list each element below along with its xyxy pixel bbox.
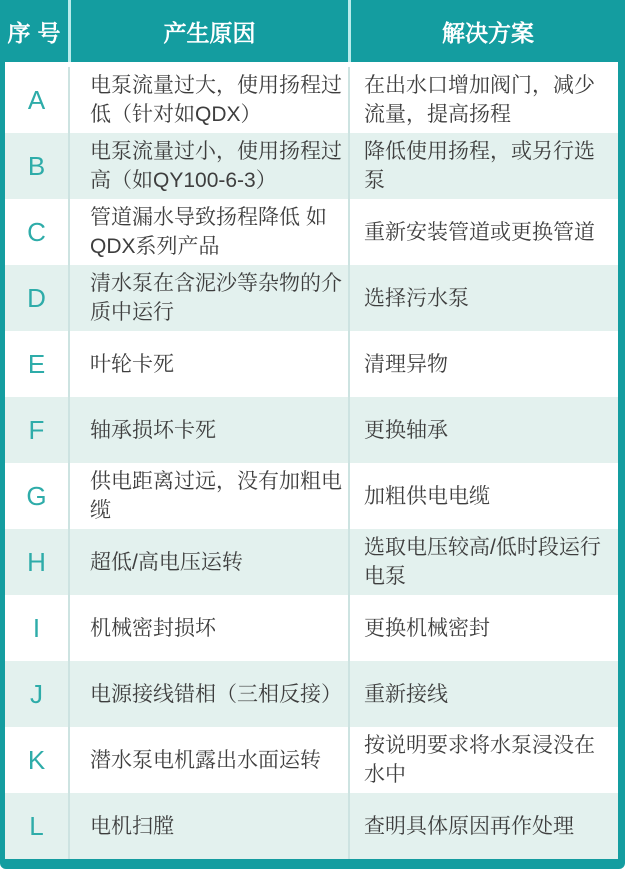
table-header-row — [0, 0, 625, 62]
row-id: I — [32, 612, 41, 643]
row-id: L — [29, 810, 44, 841]
solution-cell: 在出水口增加阀门，减少流量，提高扬程 — [348, 67, 618, 133]
table-body — [5, 62, 618, 859]
row-id: J — [30, 678, 43, 709]
solution-cell: 选取电压较高/低时段运行电泵 — [348, 529, 618, 595]
solution-cell: 加粗供电电缆 — [348, 463, 618, 529]
cause-cell: 电源接线错相（三相反接） — [68, 661, 348, 727]
cause-cell: 电机扫膛 — [68, 793, 348, 859]
solution-cell: 按说明要求将水泵浸没在水中 — [348, 727, 618, 793]
row-id: H — [27, 546, 46, 577]
solution-cell: 重新安装管道或更换管道 — [348, 199, 618, 265]
table-row — [5, 331, 618, 397]
table-row — [5, 133, 618, 199]
row-id: K — [27, 744, 46, 775]
table-row — [5, 463, 618, 529]
cause-cell: 电泵流量过小，使用扬程过高（如QY100-6-3） — [68, 133, 348, 199]
table-row — [5, 397, 618, 463]
cause-cell: 叶轮卡死 — [68, 331, 348, 397]
cause-cell: 电泵流量过大，使用扬程过低（针对如QDX） — [68, 67, 348, 133]
table-row — [5, 529, 618, 595]
header-seq: 序号 — [7, 19, 68, 46]
cause-cell: 潜水泵电机露出水面运转 — [68, 727, 348, 793]
cause-cell: 管道漏水导致扬程降低 如QDX系列产品 — [68, 199, 348, 265]
cause-cell: 轴承损坏卡死 — [68, 397, 348, 463]
row-id: E — [27, 348, 46, 379]
solution-cell: 更换轴承 — [348, 397, 618, 463]
row-id: D — [27, 282, 46, 313]
solution-cell: 查明具体原因再作处理 — [348, 793, 618, 859]
solution-cell: 选择污水泵 — [348, 265, 618, 331]
header-cause: 产生原因 — [68, 0, 348, 62]
cause-cell: 超低/高电压运转 — [68, 529, 348, 595]
header-solution: 解决方案 — [348, 0, 625, 62]
cause-cell: 供电距离过远，没有加粗电缆 — [68, 463, 348, 529]
solution-cell: 重新接线 — [348, 661, 618, 727]
solution-cell: 更换机械密封 — [348, 595, 618, 661]
row-id: F — [28, 414, 45, 445]
table-row — [5, 199, 618, 265]
row-id: C — [27, 216, 46, 247]
table-row — [5, 793, 618, 859]
row-id: B — [27, 150, 46, 181]
solution-cell: 清理异物 — [348, 331, 618, 397]
table-row — [5, 595, 618, 661]
table-row — [5, 661, 618, 727]
row-id: A — [27, 84, 46, 115]
row-id: G — [26, 480, 47, 511]
solution-cell: 降低使用扬程，或另行选泵 — [348, 133, 618, 199]
cause-cell: 机械密封损坏 — [68, 595, 348, 661]
table-row — [5, 727, 618, 793]
table-row — [5, 67, 618, 133]
table-row — [5, 265, 618, 331]
cause-cell: 清水泵在含泥沙等杂物的介质中运行 — [68, 265, 348, 331]
